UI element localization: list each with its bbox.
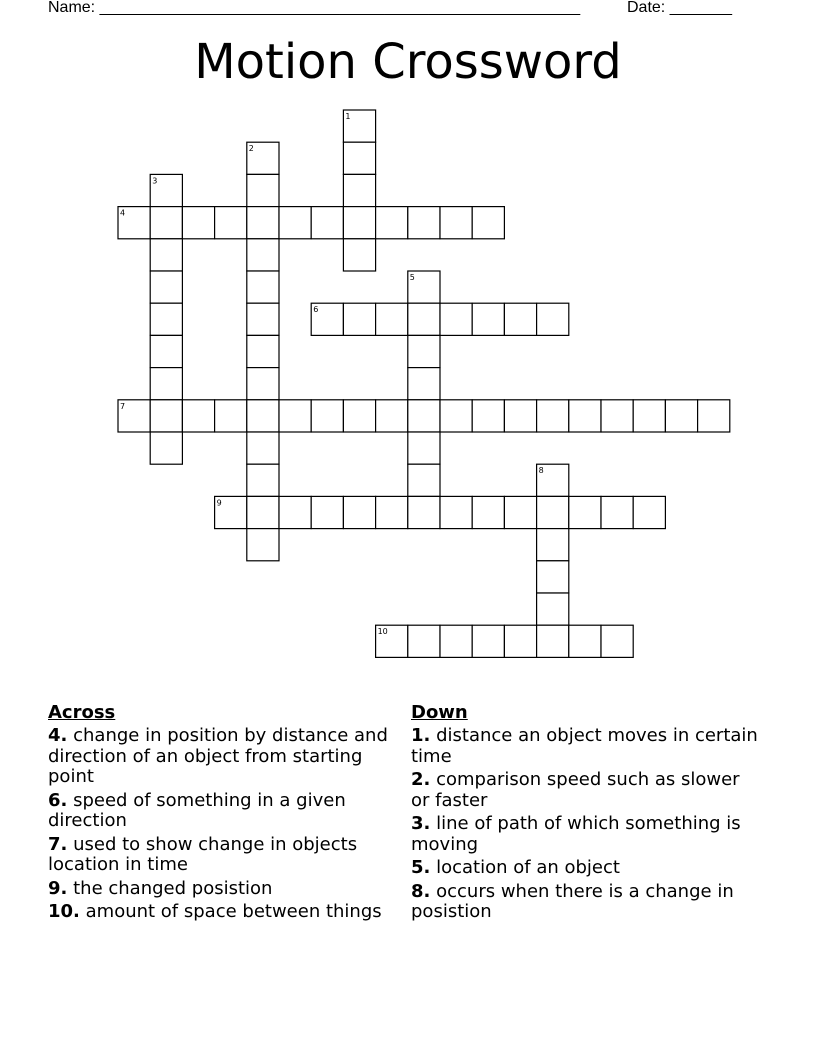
clue-number: 4.: [48, 725, 68, 746]
clue-text: location of an object: [436, 857, 620, 878]
crossword-cell[interactable]: [311, 400, 343, 432]
crossword-cell[interactable]: [601, 400, 633, 432]
clue-down-5: [411, 858, 763, 879]
crossword-cell[interactable]: [343, 496, 375, 528]
clue-text: occurs when there is a change in posistion: [411, 880, 734, 922]
crossword-cell[interactable]: [601, 496, 633, 528]
crossword-cell[interactable]: [343, 400, 375, 432]
date-field-label[interactable]: Date: _______: [627, 0, 732, 16]
crossword-cell[interactable]: [343, 207, 375, 239]
crossword-cell[interactable]: [408, 368, 440, 400]
clue-number: 7.: [48, 833, 68, 855]
crossword-cell[interactable]: [440, 625, 472, 657]
cell-number: 3: [152, 176, 158, 186]
crossword-cell[interactable]: [472, 496, 504, 528]
crossword-cell[interactable]: [440, 303, 472, 335]
crossword-cell[interactable]: [247, 142, 279, 174]
crossword-cell[interactable]: [118, 400, 150, 432]
crossword-cell[interactable]: [472, 625, 504, 657]
crossword-cell[interactable]: [150, 239, 182, 271]
crossword-cell[interactable]: [633, 400, 665, 432]
name-field-label[interactable]: Name: ______________________________________________________: [48, 0, 581, 16]
crossword-cell[interactable]: [343, 239, 375, 271]
crossword-cell[interactable]: [279, 400, 311, 432]
crossword-cell[interactable]: [408, 464, 440, 496]
clue-across-7: [48, 835, 400, 876]
crossword-cell[interactable]: [247, 368, 279, 400]
clue-down-2: [411, 770, 763, 811]
crossword-cell[interactable]: [698, 400, 730, 432]
crossword-cell[interactable]: [504, 303, 536, 335]
clue-text: used to show change in objects location in time: [48, 833, 358, 875]
crossword-cell[interactable]: [150, 303, 182, 335]
cell-number: 10: [377, 627, 388, 637]
crossword-cell[interactable]: [472, 207, 504, 239]
cell-number: 5: [409, 273, 415, 282]
cell-number: 6: [313, 305, 319, 315]
crossword-cell[interactable]: [440, 400, 472, 432]
clue-number: 3.: [411, 813, 431, 834]
clue-text: distance an object moves in certain time: [411, 725, 758, 767]
crossword-cell[interactable]: [537, 496, 569, 528]
clue-text: comparison speed such as slower or faster: [411, 769, 740, 811]
crossword-cell[interactable]: [537, 464, 569, 496]
crossword-cell[interactable]: [440, 207, 472, 239]
clue-number: 10.: [48, 901, 80, 922]
clue-text: speed of something in a given direction: [48, 789, 346, 831]
crossword-cell[interactable]: [504, 400, 536, 432]
cell-number: 9: [216, 498, 222, 508]
clue-down-8: [411, 882, 763, 923]
crossword-cell[interactable]: [569, 400, 601, 432]
crossword-cell[interactable]: [343, 303, 375, 335]
crossword-cell[interactable]: [504, 625, 536, 657]
cell-number: 8: [538, 466, 544, 476]
crossword-cell[interactable]: [182, 207, 214, 239]
clue-text: change in position by distance and direction of an object from starting point: [48, 725, 388, 787]
crossword-cell[interactable]: [247, 400, 279, 432]
crossword-cell[interactable]: [247, 529, 279, 561]
crossword-cell[interactable]: [182, 400, 214, 432]
clue-down-3: [411, 814, 763, 855]
cell-number: 7: [120, 401, 126, 411]
clue-number: 2.: [411, 769, 431, 790]
crossword-cell[interactable]: [376, 400, 408, 432]
crossword-cell[interactable]: [311, 303, 343, 335]
crossword-cell[interactable]: [150, 271, 182, 303]
crossword-cell[interactable]: [247, 496, 279, 528]
crossword-cell[interactable]: [343, 174, 375, 206]
down-heading: Down: [411, 702, 468, 723]
crossword-cell[interactable]: [150, 432, 182, 464]
clue-number: 1.: [411, 725, 431, 746]
clue-across-9: [48, 879, 400, 900]
crossword-cell[interactable]: [247, 432, 279, 464]
crossword-cell[interactable]: [408, 303, 440, 335]
crossword-cell[interactable]: [247, 464, 279, 496]
down-clues: [411, 702, 763, 926]
crossword-cell[interactable]: [150, 207, 182, 239]
crossword-cell[interactable]: [601, 625, 633, 657]
clue-text: amount of space between things: [85, 901, 382, 922]
crossword-cell[interactable]: [408, 432, 440, 464]
crossword-cell[interactable]: [376, 207, 408, 239]
crossword-cell[interactable]: [537, 303, 569, 335]
clue-number: 8.: [411, 880, 431, 902]
crossword-cell[interactable]: [247, 335, 279, 367]
crossword-cell[interactable]: [537, 625, 569, 657]
crossword-cell[interactable]: [311, 207, 343, 239]
clue-across-10: [48, 902, 400, 923]
crossword-cell[interactable]: [408, 335, 440, 367]
crossword-cell[interactable]: [215, 496, 247, 528]
crossword-cell[interactable]: [376, 625, 408, 657]
crossword-cell[interactable]: [215, 400, 247, 432]
clue-text: the changed posistion: [73, 877, 273, 899]
clue-down-1: [411, 726, 763, 767]
crossword-cell[interactable]: [150, 174, 182, 206]
cell-number: 1: [345, 112, 351, 121]
crossword-cell[interactable]: [440, 496, 472, 528]
crossword-cell[interactable]: [376, 496, 408, 528]
crossword-cell[interactable]: [247, 271, 279, 303]
cell-number: 2: [248, 144, 254, 154]
crossword-cell[interactable]: [408, 400, 440, 432]
crossword-cell[interactable]: [215, 207, 247, 239]
crossword-cell[interactable]: [408, 207, 440, 239]
crossword-cell[interactable]: [408, 496, 440, 528]
crossword-cell[interactable]: [247, 207, 279, 239]
crossword-cell[interactable]: [408, 271, 440, 303]
crossword-cell[interactable]: [569, 496, 601, 528]
page-title: Motion Crossword: [194, 34, 622, 90]
crossword-cell[interactable]: [472, 400, 504, 432]
crossword-cell[interactable]: [279, 496, 311, 528]
crossword-cell[interactable]: [504, 496, 536, 528]
crossword-cell[interactable]: [311, 496, 343, 528]
crossword-cell[interactable]: [150, 335, 182, 367]
crossword-cell[interactable]: [376, 303, 408, 335]
crossword-cell[interactable]: [247, 174, 279, 206]
clue-across-6: [48, 791, 400, 832]
crossword-cell[interactable]: [118, 207, 150, 239]
cell-number: 4: [120, 208, 126, 218]
crossword-cell[interactable]: [247, 303, 279, 335]
crossword-cell[interactable]: [569, 625, 601, 657]
crossword-cell[interactable]: [279, 207, 311, 239]
crossword-cell[interactable]: [537, 561, 569, 593]
crossword-cell[interactable]: [150, 400, 182, 432]
crossword-cell[interactable]: [343, 110, 375, 142]
across-heading: Across: [48, 702, 116, 723]
crossword-cell[interactable]: [472, 303, 504, 335]
clue-number: 5.: [411, 857, 431, 878]
clue-number: 9.: [48, 877, 68, 899]
crossword-cell[interactable]: [633, 496, 665, 528]
crossword-cell[interactable]: [408, 625, 440, 657]
across-clues: [48, 702, 400, 926]
crossword-cell[interactable]: [537, 593, 569, 625]
clue-across-4: [48, 726, 400, 788]
crossword-cell[interactable]: [537, 529, 569, 561]
crossword-cell[interactable]: [343, 142, 375, 174]
clue-text: line of path of which something is moving: [411, 813, 741, 855]
crossword-cell[interactable]: [150, 368, 182, 400]
clue-number: 6.: [48, 789, 68, 811]
crossword-cell[interactable]: [537, 400, 569, 432]
crossword-cell[interactable]: [665, 400, 697, 432]
crossword-cell[interactable]: [247, 239, 279, 271]
